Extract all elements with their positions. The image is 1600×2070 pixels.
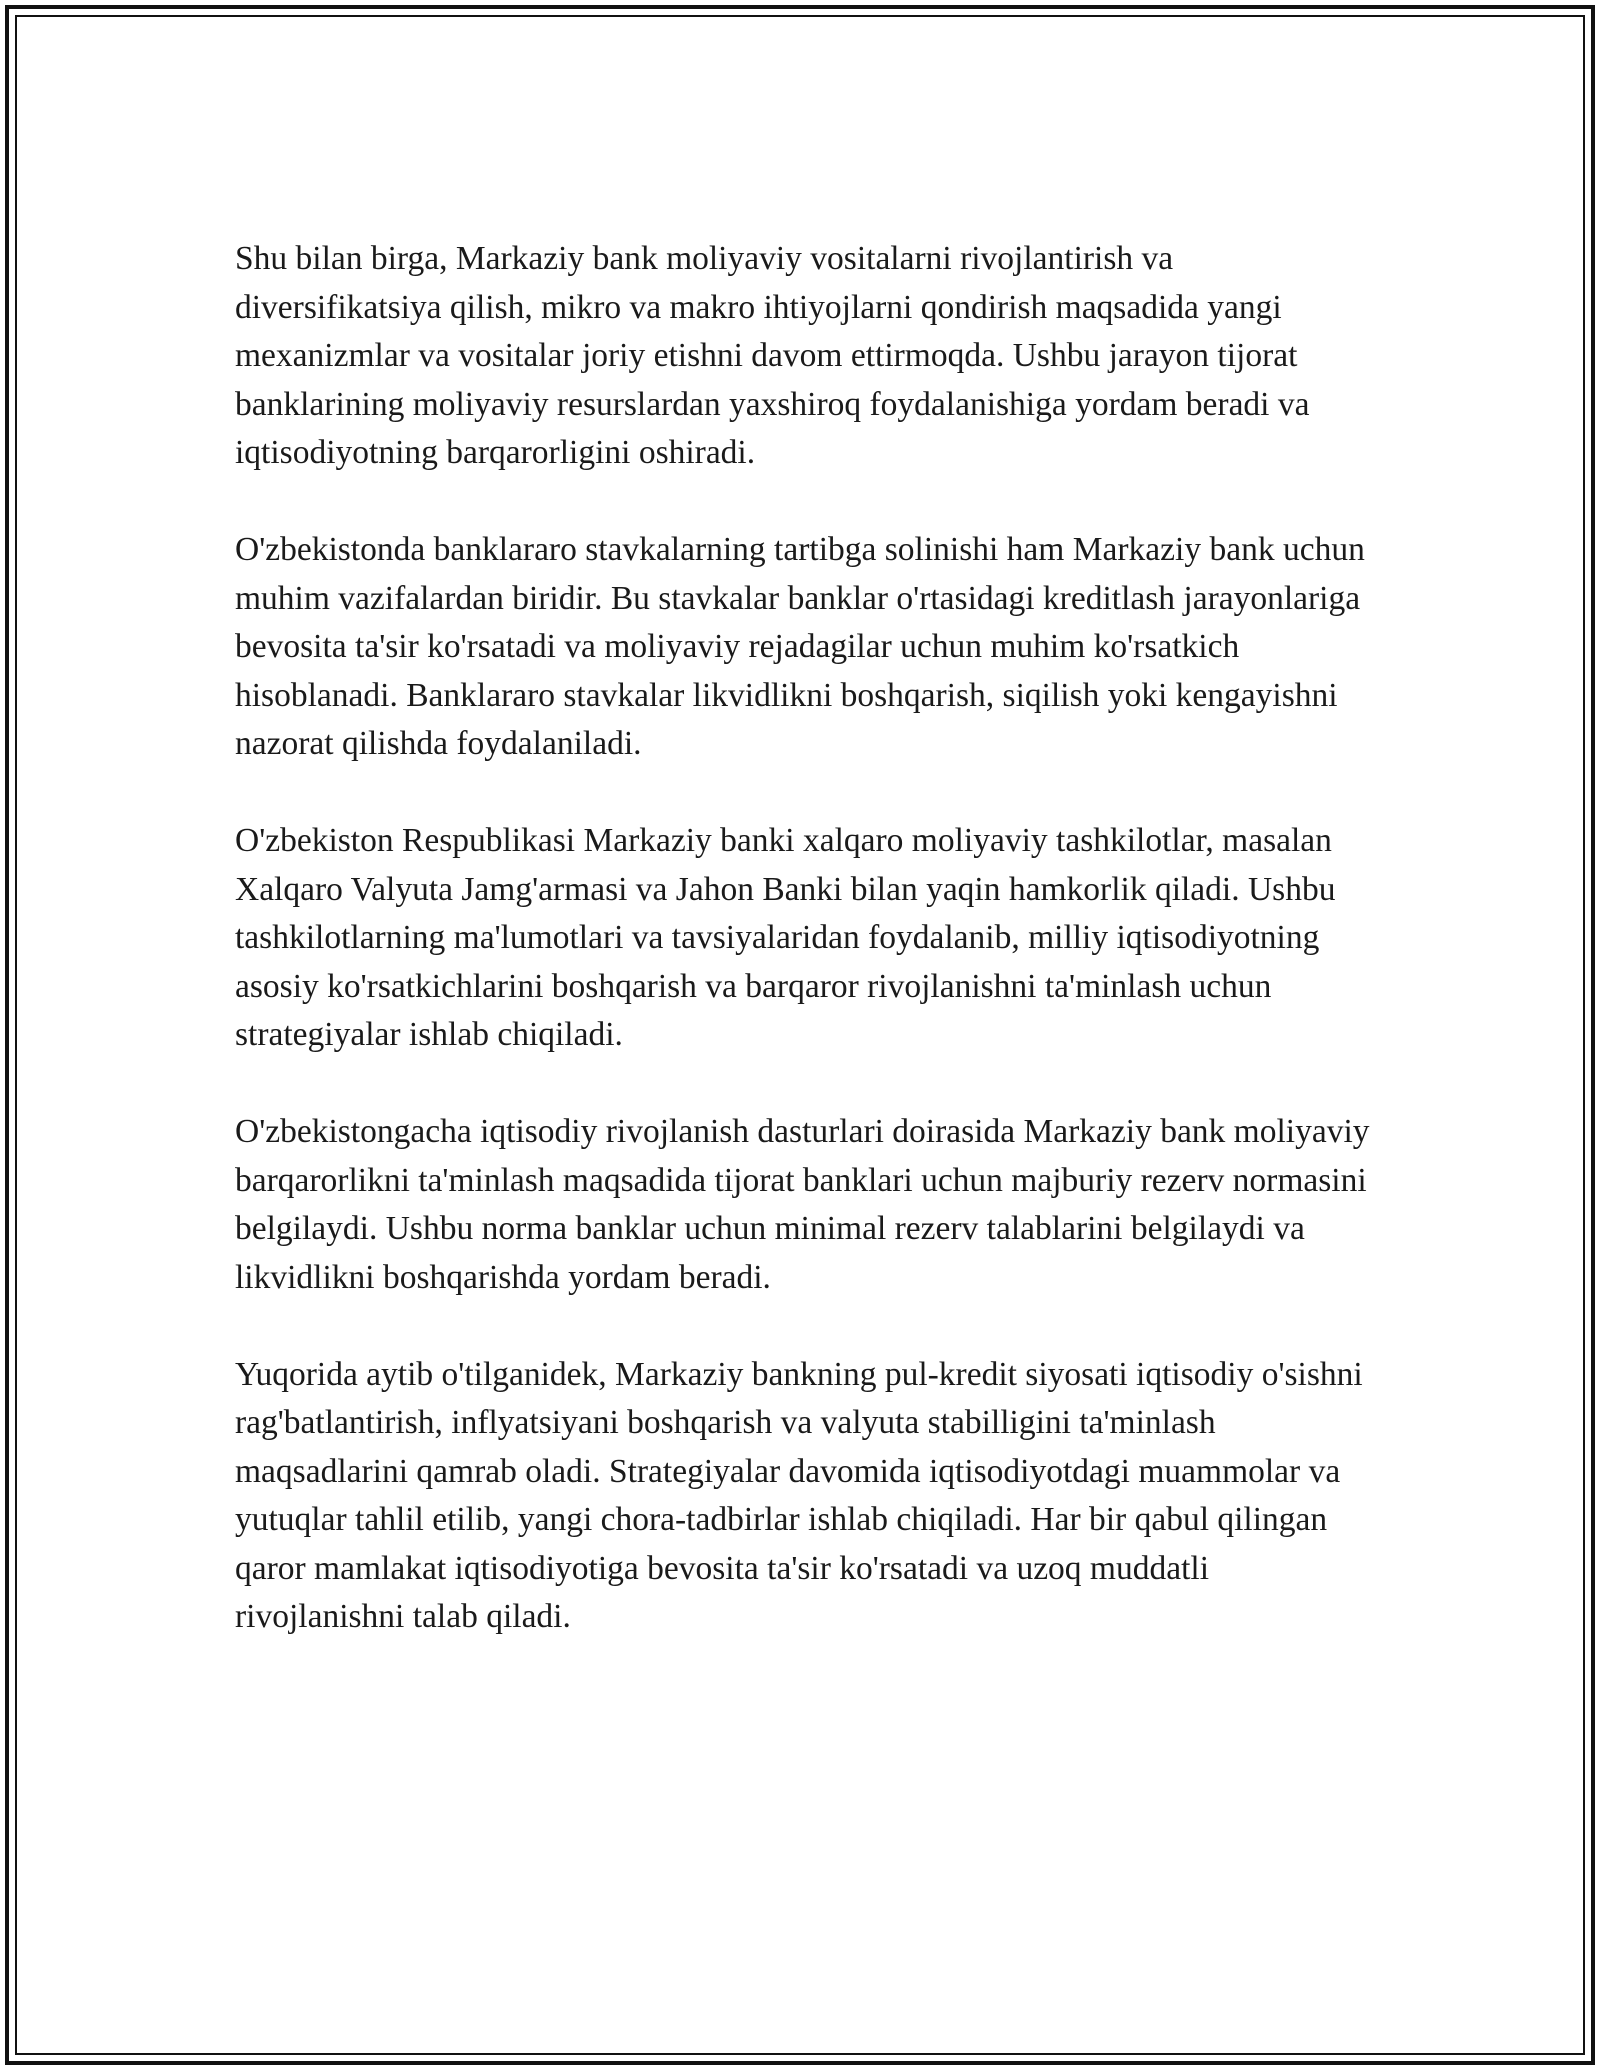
paragraph-1: Shu bilan birga, Markaziy bank moliyaviy vositalarni rivojlantirish va diversifikatsiya qilish, mikro va makro ihtiyojlarni qondirish maqsadida yangi mexanizmlar va vositalar joriy etishni davom ettirmoqda. Ushbu jarayon tijorat banklarining moliyaviy resurslardan yaxshiroq foydalanishiga yordam beradi va iqtisodiyotning barqarorligini oshiradi.: [235, 240, 1310, 471]
paragraph-3: O'zbekiston Respublikasi Markaziy banki xalqaro moliyaviy tashkilotlar, masalan Xalqaro Valyuta Jamg'armasi va Jahon Banki bilan yaqin hamkorlik qiladi. Ushbu tashkilotlarning ma'lumotlari va tavsiyalaridan foydalanib, milliy iqtisodiyotning asosiy ko'rsatkichlarini boshqarish va barqaror rivojlanishni ta'minlash uchun strategiyalar ishlab chiqiladi.: [235, 822, 1336, 1053]
paragraph-2: O'zbekistonda banklararo stavkalarning tartibga solinishi ham Markaziy bank uchun muhim vazifalardan biridir. Bu stavkalar banklar o'rtasidagi kreditlash jarayonlariga bevosita ta'sir ko'rsatadi va moliyaviy rejadagilar uchun muhim ko'rsatkich hisoblanadi. Banklararo stavkalar likvidlikni boshqarish, siqilish yoki kengayishni nazorat qilishda foydalaniladi.: [235, 531, 1365, 762]
paragraph-4: O'zbekistongacha iqtisodiy rivojlanish dasturlari doirasida Markaziy bank moliyaviy barqarorlikni ta'minlash maqsadida tijorat banklari uchun majburiy rezerv normasini belgilaydi. Ushbu norma banklar uchun minimal rezerv talablarini belgilaydi va likvidlikni boshqarishda yordam beradi.: [235, 1113, 1370, 1296]
document-body: [235, 235, 1375, 1642]
paragraph-5: Yuqorida aytib o'tilganidek, Markaziy bankning pul-kredit siyosati iqtisodiy o'sishni rag'batlantirish, inflyatsiyani boshqarish va valyuta stabilligini ta'minlash maqsadlarini qamrab oladi. Strategiyalar davomida iqtisodiyotdagi muammolar va yutuqlar tahlil etilib, yangi chora-tadbirlar ishlab chiqiladi. Har bir qabul qilingan qaror mamlakat iqtisodiyotiga bevosita ta'sir ko'rsatadi va uzoq muddatli rivojlanishni talab qiladi.: [235, 1355, 1363, 1635]
